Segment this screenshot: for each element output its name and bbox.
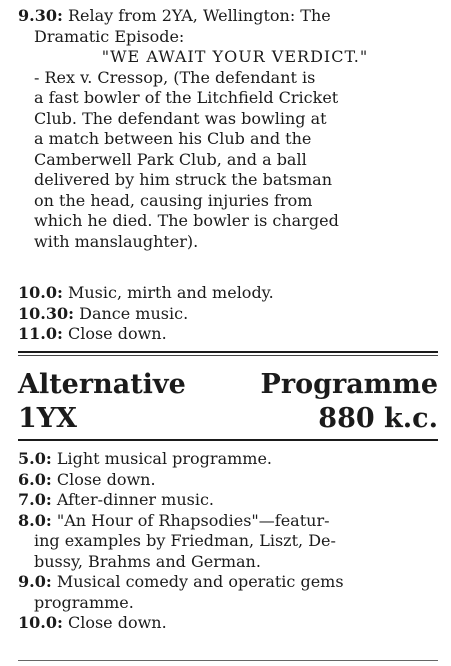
alt-programme-item (18, 613, 442, 634)
item-text: Close down. (56, 469, 156, 489)
drama-description-line: Camberwell Park Club, and a ball (34, 149, 307, 169)
item-time: 11.0: (18, 324, 63, 343)
relay-line-1: Relay from 2YA, Wellington: The (67, 6, 331, 25)
programme-item (18, 324, 442, 345)
item-continuation: ing examples by Friedman, Liszt, De- (34, 531, 336, 550)
programme-item (18, 304, 442, 325)
drama-description-line: - Rex v. Cressop, (The defendant is (34, 67, 316, 87)
item-text: Dance music. (79, 303, 189, 323)
bottom-divider (18, 660, 438, 661)
station-frequency: 880 k.c. (318, 403, 438, 434)
drama-description-line: with manslaughter). (34, 231, 199, 251)
item-text: "An Hour of Rhapsodies"—featur- (56, 510, 330, 530)
drama-description-line: on the head, causing injuries from (34, 190, 313, 210)
relay-heading (18, 6, 442, 27)
item-text: Close down. (67, 324, 167, 343)
item-time: 8.0: (18, 510, 52, 530)
station-call-sign: 1YX (18, 403, 78, 434)
item-text: Close down. (67, 613, 167, 632)
item-time: 10.0: (18, 613, 63, 632)
item-time: 10.0: (18, 283, 63, 302)
section-divider-thick (18, 351, 438, 353)
alternative-label: Alternative (18, 369, 186, 400)
drama-description-line: a match between his Club and the (34, 129, 312, 148)
drama-description-line: Club. The defendant was bowling at (34, 108, 327, 128)
alt-programme-item (18, 511, 442, 532)
main-programme-items (18, 283, 442, 345)
item-continuation: bussy, Brahms and German. (34, 551, 261, 571)
alternative-items (18, 449, 442, 634)
drama-description-line: delivered by him struck the batsman (34, 170, 333, 189)
drama-description-line: a fast bowler of the Litchfield Cricket (34, 88, 339, 107)
item-time: 9.0: (18, 572, 52, 591)
alt-programme-item (18, 449, 442, 470)
item-text: Music, mirth and melody. (67, 283, 274, 302)
section-divider-thin (18, 355, 438, 356)
relay-listing (18, 6, 442, 252)
drama-description-line: which he died. The bowler is charged (34, 211, 339, 230)
item-continuation: programme. (34, 592, 134, 612)
alt-programme-item (18, 470, 442, 491)
alt-programme-item (18, 490, 442, 511)
item-time: 10.30: (18, 303, 75, 323)
item-time: 5.0: (18, 449, 52, 468)
programme-item (18, 283, 442, 304)
item-text: Musical comedy and operatic gems (56, 572, 344, 591)
item-text: After-dinner music. (56, 490, 215, 509)
relay-line-2: Dramatic Episode: (34, 26, 185, 46)
alt-programme-item (18, 572, 442, 593)
programme-label: Programme (260, 369, 438, 400)
item-time: 6.0: (18, 469, 52, 489)
item-text: Light musical programme. (56, 449, 273, 468)
heading-underline (18, 439, 438, 441)
drama-title: "WE AWAIT YOUR VERDICT." (101, 47, 369, 66)
item-time: 7.0: (18, 490, 52, 509)
relay-time: 9.30: (18, 6, 63, 25)
